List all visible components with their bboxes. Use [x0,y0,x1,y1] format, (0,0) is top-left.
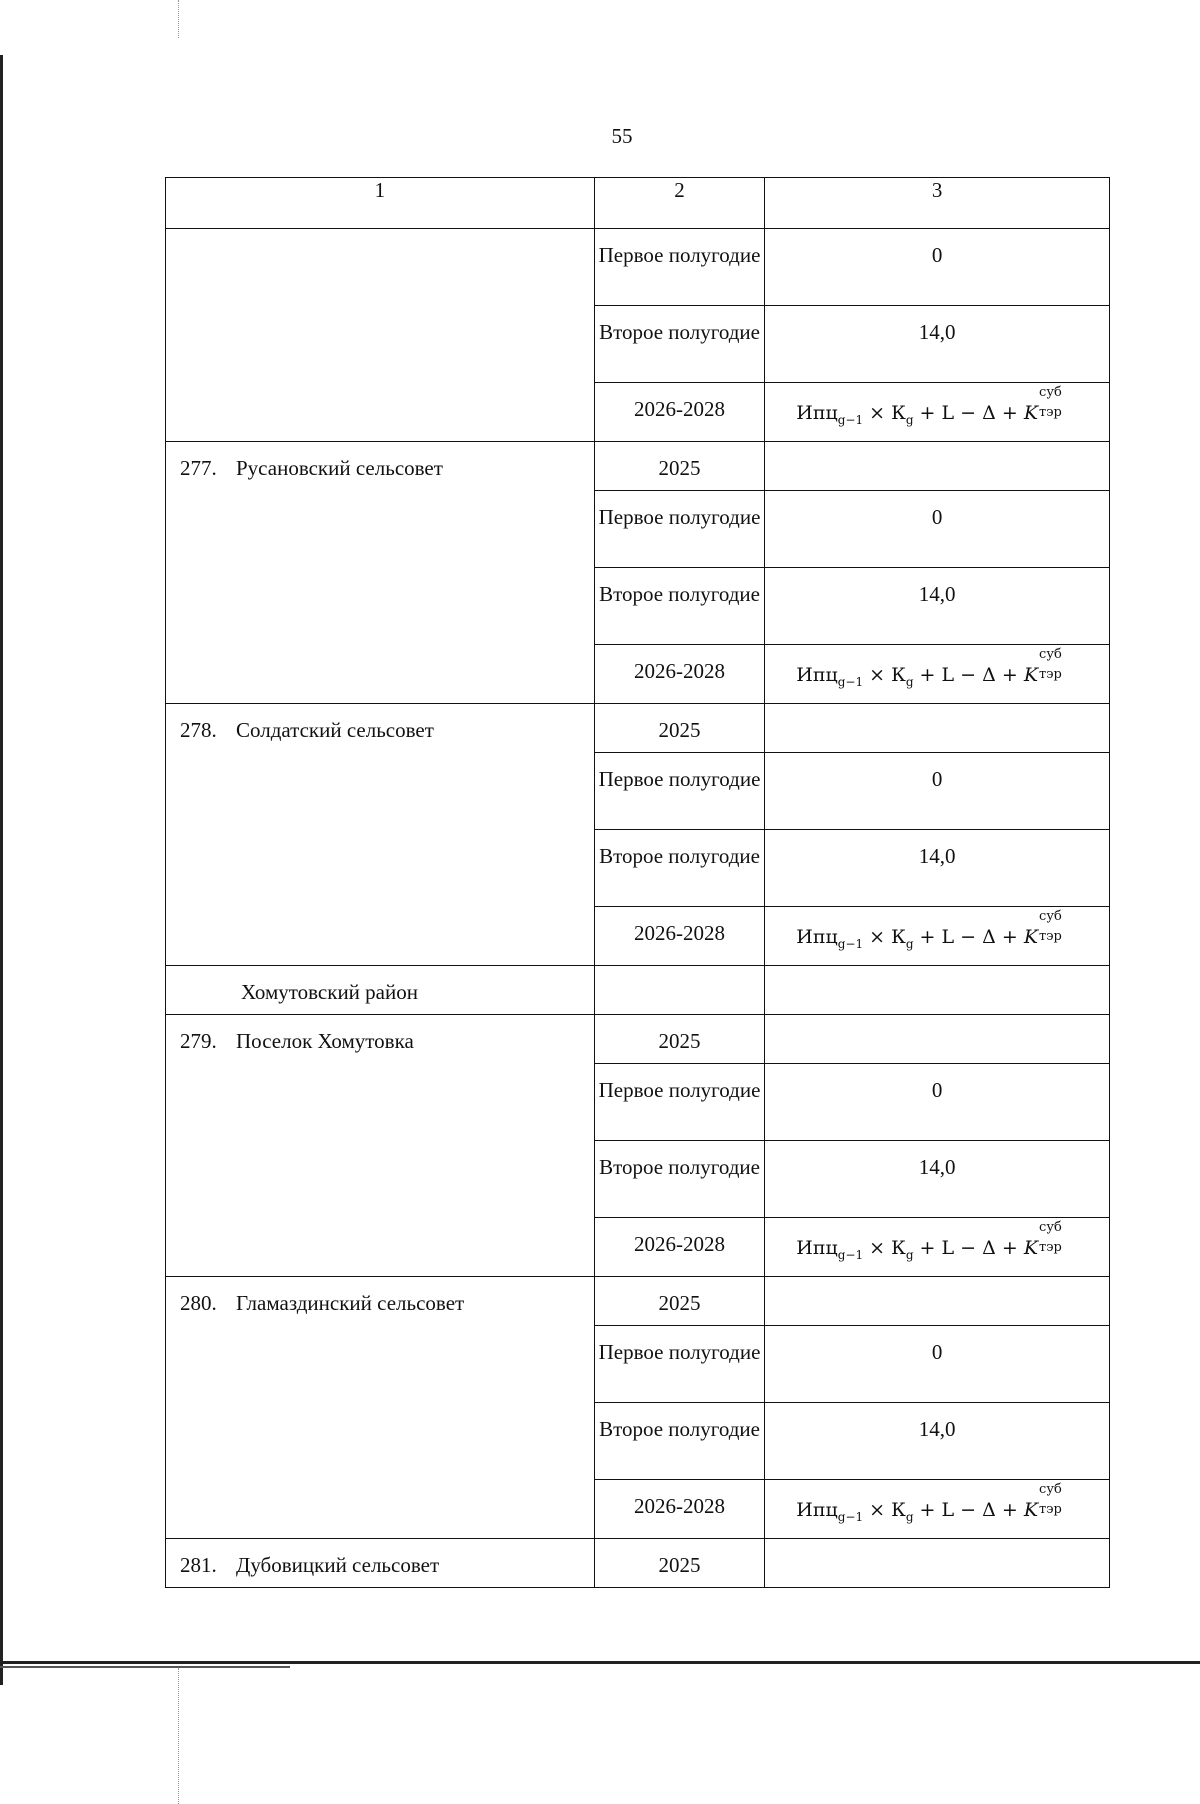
formula-kt-indices [1038,909,1078,944]
value-text: 14,0 [918,582,956,606]
value-cell [765,1277,1110,1326]
table-row [166,1277,1110,1326]
period-cell [594,491,765,568]
formula-kt-indices [1038,1482,1078,1517]
formula-base-subscript: g−1 [837,936,864,951]
period-cell [594,442,765,491]
formula-kt-superscript: суб [1039,385,1062,400]
formula-kt: K [1023,664,1039,686]
value-text: 14,0 [918,1155,956,1179]
value-cell [765,704,1110,753]
period-cell [594,704,765,753]
settlement-name: Дубовицкий сельсовет [236,1553,440,1577]
value-cell [765,229,1110,306]
formula-kt-indices [1038,385,1078,420]
value-cell [765,1141,1110,1218]
formula-rest: + L − Δ + [913,1237,1024,1259]
empty-cell [765,966,1110,1015]
formula-times: × [863,402,892,424]
period-cell [594,645,765,704]
settlement-number: 277. [180,456,217,480]
table-row [166,229,1110,306]
value-text: 14,0 [918,1417,956,1441]
period-label: Второе полугодие [599,320,760,344]
tariff-formula [765,383,1109,427]
period-label: 2026-2028 [634,1232,726,1256]
value-cell [765,1326,1110,1403]
formula-kt-indices [1038,1220,1078,1255]
value-text [765,1539,1109,1551]
value-cell [765,306,1110,383]
period-label: 2025 [658,1553,701,1577]
formula-times: × [863,926,892,948]
formula-base: Ипц [796,664,838,686]
value-text: 0 [931,243,943,267]
formula-k: К [891,1237,906,1259]
value-cell [765,830,1110,907]
settlement-name: Поселок Хомутовка [236,1029,414,1053]
period-cell [594,753,765,830]
formula-cell [765,645,1110,704]
settlement-cell [166,704,595,966]
period-cell [594,907,765,966]
formula-k: К [891,664,906,686]
settlement-cell [166,442,595,704]
period-label: 2026-2028 [634,1494,726,1518]
value-cell [765,1015,1110,1064]
formula-k-subscript: g [905,412,914,427]
table-row [166,1539,1110,1588]
formula-base-subscript: g−1 [837,1509,864,1524]
formula-k: К [891,926,906,948]
period-label: Первое полугодие [598,767,761,791]
settlement-number: 278. [180,718,217,742]
period-cell [594,383,765,442]
value-cell [765,753,1110,830]
settlement-cell [166,1015,595,1277]
period-label: Второе полугодие [599,844,760,868]
period-label: Первое полугодие [598,1340,761,1364]
period-cell [594,1326,765,1403]
formula-base-subscript: g−1 [837,412,864,427]
period-cell [594,229,765,306]
period-label: Первое полугодие [598,505,761,529]
period-cell [594,306,765,383]
tariff-formula [765,907,1109,951]
period-label: 2025 [658,1029,701,1053]
period-label: Второе полугодие [599,1155,760,1179]
formula-times: × [863,1499,892,1521]
table-row [166,704,1110,753]
period-label: Первое полугодие [598,1078,761,1102]
formula-kt: K [1023,926,1039,948]
formula-k-subscript: g [905,674,914,689]
formula-k: К [891,402,906,424]
value-cell [765,568,1110,645]
settlement-number: 281. [180,1553,217,1577]
settlement-number: 279. [180,1029,217,1053]
value-cell [765,442,1110,491]
period-cell [594,1218,765,1277]
formula-k-subscript: g [905,936,914,951]
settlement-cell [166,1539,595,1588]
tariff-formula [765,1480,1109,1524]
settlement-name: Гламаздинский сельсовет [236,1291,465,1315]
header-col-1: 1 [166,178,595,229]
empty-cell [594,966,765,1015]
formula-kt-superscript: суб [1039,909,1062,924]
formula-rest: + L − Δ + [913,664,1024,686]
formula-base-subscript: g−1 [837,674,864,689]
settlement-cell [166,1277,595,1539]
formula-k-subscript: g [905,1509,914,1524]
formula-rest: + L − Δ + [913,926,1024,948]
formula-kt-subscript: тэр [1039,405,1062,420]
period-label: 2026-2028 [634,659,726,683]
period-cell [594,1141,765,1218]
value-cell [765,1064,1110,1141]
value-text [765,704,1109,716]
period-label: 2025 [658,718,701,742]
formula-base: Ипц [796,1237,838,1259]
formula-kt-subscript: тэр [1039,667,1062,682]
formula-kt: K [1023,1499,1039,1521]
period-cell [594,568,765,645]
formula-base: Ипц [796,926,838,948]
district-row [166,966,1110,1015]
period-cell [594,1480,765,1539]
period-label: Второе полугодие [599,582,760,606]
header-col-3: 3 [765,178,1110,229]
value-text: 0 [931,767,943,791]
table-row [166,442,1110,491]
formula-base: Ипц [796,402,838,424]
period-cell [594,1064,765,1141]
period-label: 2025 [658,456,701,480]
district-name: Хомутовский район [241,980,418,1004]
formula-kt-superscript: суб [1039,1482,1062,1497]
value-text: 0 [931,505,943,529]
period-label: Первое полугодие [598,243,761,267]
page-number: 55 [611,124,633,148]
period-cell [594,1015,765,1064]
period-label: 2025 [658,1291,701,1315]
period-cell [594,1277,765,1326]
formula-kt-subscript: тэр [1039,929,1062,944]
period-cell [594,1539,765,1588]
period-cell [594,1403,765,1480]
formula-base-subscript: g−1 [837,1247,864,1262]
district-cell [166,966,595,1015]
tariff-formula [765,645,1109,689]
formula-cell [765,383,1110,442]
formula-cell [765,1480,1110,1539]
tariff-table [165,177,1110,1588]
scan-edge-bottom [0,1661,1200,1664]
settlement-number: 280. [180,1291,217,1315]
formula-kt-subscript: тэр [1039,1502,1062,1517]
period-label: 2026-2028 [634,397,726,421]
settlement-name: Русановский сельсовет [236,456,443,480]
formula-kt: K [1023,402,1039,424]
value-text [765,1277,1109,1289]
formula-cell [765,907,1110,966]
value-cell [765,1539,1110,1588]
scan-artifact-top [178,0,183,38]
formula-cell [765,1218,1110,1277]
settlement-name: Солдатский сельсовет [236,718,434,742]
scan-edge-left [0,55,3,1685]
formula-base: Ипц [796,1499,838,1521]
value-text [765,442,1109,454]
formula-kt-superscript: суб [1039,647,1062,662]
value-text: 0 [931,1078,943,1102]
period-label: 2026-2028 [634,921,726,945]
period-cell [594,830,765,907]
formula-kt: K [1023,1237,1039,1259]
period-label: Второе полугодие [599,1417,760,1441]
scan-artifact-bottom [178,1668,183,1804]
value-text: 0 [931,1340,943,1364]
header-col-2: 2 [594,178,765,229]
formula-k: К [891,1499,906,1521]
tariff-formula [765,1218,1109,1262]
value-text [765,1015,1109,1027]
value-cell [765,491,1110,568]
formula-k-subscript: g [905,1247,914,1262]
formula-rest: + L − Δ + [913,1499,1024,1521]
value-cell [765,1403,1110,1480]
formula-kt-superscript: суб [1039,1220,1062,1235]
formula-rest: + L − Δ + [913,402,1024,424]
formula-times: × [863,664,892,686]
formula-kt-indices [1038,647,1078,682]
formula-times: × [863,1237,892,1259]
value-text: 14,0 [918,844,956,868]
table-header-row [166,178,1110,229]
formula-kt-subscript: тэр [1039,1240,1062,1255]
value-text: 14,0 [918,320,956,344]
table-row [166,1015,1110,1064]
scan-edge-bottom-shadow [0,1666,290,1668]
settlement-cell-empty [166,229,595,442]
